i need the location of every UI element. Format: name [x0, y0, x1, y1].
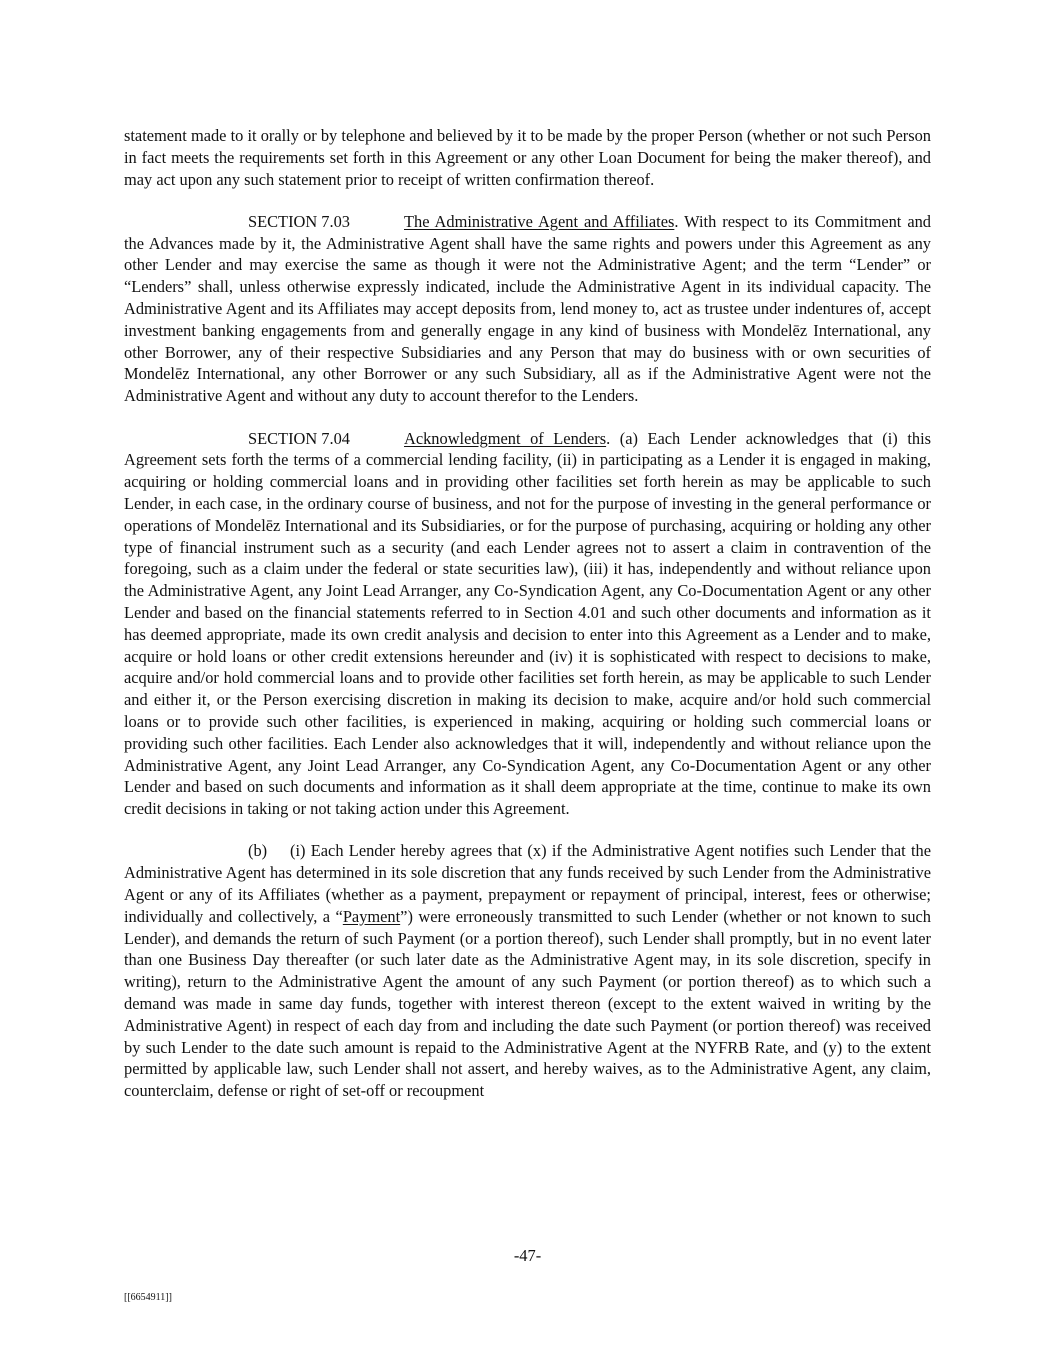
section-heading: Acknowledgment of Lenders	[404, 428, 607, 448]
section-7-03	[124, 211, 931, 407]
section-number: SECTION 7.03	[248, 211, 350, 231]
section-number: SECTION 7.04	[248, 428, 350, 448]
clause-label: (b)	[248, 841, 268, 861]
defined-term: Payment	[342, 906, 401, 926]
section-7-04	[124, 428, 931, 820]
document-id: [[6654911]]	[124, 1292, 172, 1303]
clause-body-pre: (i) Each Lender hereby agrees that (x) if the Administrative Agent notifies such Lender that the Administrative Agent has determined in its sole discretion that any funds received by such Lender from the Administrative Agent or any of its Affiliates (whether as a payment, prepayment or repayment of principal, interest, fees or otherwise; individually and collectively, a “	[124, 841, 931, 926]
section-body: . With respect to its Commitment and the Advances made by it, the Administrative Agent shall have the same rights and powers under this Agreement as any other Lender and may exercise the same as though it were not the Administrative Agent; and the term “Lender” or “Lenders” shall, unless otherwise expressly indicated, include the Administrative Agent in its individual capacity. The Administrative Agent and its Affiliates may accept deposits from, lend money to, act as trustee under indentures of, accept investment banking engagements from and generally engage in any kind of business with Mondelēz International, any other Borrower, any of their respective Subsidiaries and any Person that may do business with or own securities of Mondelēz International, any other Borrower or any such Subsidiary, all as if the Administrative Agent were not the Administrative Agent and without any duty to account therefor to the Lenders.	[124, 211, 931, 406]
section-body: . (a) Each Lender acknowledges that (i) this Agreement sets forth the terms of a commercial lending facility, (ii) in participating as a Lender it is engaged in making, acquiring or holding commercial loans and in providing other facilities set forth herein as may be applicable to such Lender, in each case, in the ordinary course of business, and not for the purpose of investing in the general performance or operations of Mondelēz International and its Subsidiaries, or for the purpose of purchasing, acquiring or holding any other type of financial instrument such as a security (and each Lender agrees not to assert a claim in contravention of the foregoing, such as a claim under the federal or state securities law), (iii) it has, independently and without reliance upon the Administrative Agent, any Joint Lead Arranger, any Co-Syndication Agent, any Co-Documentation Agent or any other Lender and based on the financial statements referred to in Section 4.01 and such other documents and information as it has deemed appropriate, made its own credit analysis and decision to enter into this Agreement as a Lender and to make, acquire or hold loans or other credit extensions hereunder and (iv) it is sophisticated with respect to decisions to make, acquire and/or hold commercial loans and to provide other facilities set forth herein, as may be applicable to such Lender and either it, or the Person exercising discretion in making its decision to make, acquire and/or hold such commercial loans or to provide such other facilities, is experienced in making, acquiring or holding such commercial loans or providing such other facilities. Each Lender also acknowledges that it will, independently and without reliance upon the Administrative Agent, any Joint Lead Arranger, any Co-Syndication Agent, any Co-Documentation Agent or any other Lender and based on such documents and information as it shall deem appropriate at the time, continue to make its own credit decisions in taking or not taking action under this Agreement.	[124, 428, 932, 819]
document-body	[124, 125, 931, 1122]
section-heading: The Administrative Agent and Affiliates	[404, 211, 675, 231]
page-number: -47-	[513, 1246, 542, 1265]
paragraph-b	[124, 840, 931, 1102]
continued-paragraph: statement made to it orally or by telephone and believed by it to be made by the proper Person (whether or not such Person in fact meets the requirements set forth in this Agreement or any other Loan Document for being the maker thereof), and may act upon any such statement prior to receipt of written confirmation thereof.	[124, 126, 931, 189]
clause-body-post: ”) were erroneously transmitted to such Lender (whether or not known to such Lender), and demands the return of such Payment (or a portion thereof), such Lender shall promptly, but in no event later than one Business Day thereafter (or such later date as the Administrative Agent may, in its sole discretion, specify in writing), return to the Administrative Agent the amount of any such Payment (or portion thereof) as to which such a demand was made in same day funds, together with interest thereon (except to the extent waived in writing by the Administrative Agent) in respect of each day from and including the date such Payment (or portion thereof) was received by such Lender to the date such amount is repaid to the Administrative Agent at the NYFRB Rate, and (y) to the extent permitted by applicable law, such Lender shall not assert, and hereby waives, as to the Administrative Agent, any claim, counterclaim, defense or right of set-off or recoupment	[124, 906, 931, 1101]
